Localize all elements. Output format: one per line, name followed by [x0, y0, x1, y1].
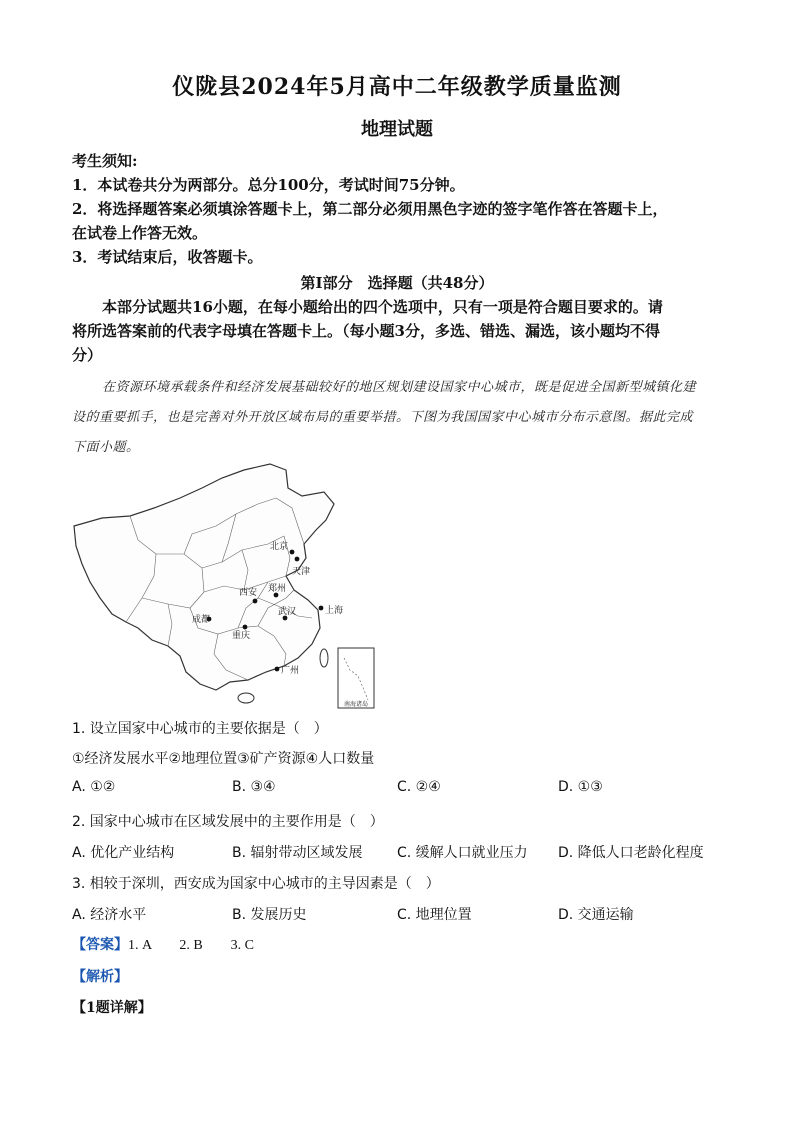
city-chengdu [192, 613, 211, 625]
svg-text:北京: 北京 [270, 542, 289, 552]
city-shanghai [319, 604, 343, 616]
svg-text:武汉: 武汉 [278, 607, 297, 617]
question-1-option-d: D. ①③ [558, 779, 603, 795]
passage-line: 在资源环境承载条件和经济发展基础较好的地区规划建设国家中心城市，既是促进全国新型城镇化建 [102, 380, 697, 395]
notice-item: 2．将选择题答案必须填涂答题卡上，第二部分必须用黑色字迹的签字笔作答在答题卡上， [72, 200, 668, 218]
subject-title: 地理试题 [361, 119, 433, 140]
section-instruction: 本部分试题共16小题，在每小题给出的四个选项中，只有一项是符合题目要求的。请 [102, 298, 663, 316]
hainan-island [238, 693, 254, 703]
svg-text:天津: 天津 [292, 567, 311, 577]
svg-text:西安: 西安 [239, 588, 258, 598]
notice-heading: 考生须知: [72, 152, 138, 170]
question-2-option-b: B. 辐射带动区域发展 [232, 845, 363, 861]
question-1-option-b: B. ③④ [232, 779, 276, 795]
question-1-statement: ①经济发展水平②地理位置③矿产资源④人口数量 [72, 751, 375, 767]
china-city-map [72, 458, 382, 714]
notice-item: 在试卷上作答无效。 [72, 224, 208, 242]
question-2-option-a: A. 优化产业结构 [72, 845, 175, 861]
inset-label: 南海诸岛 [343, 701, 369, 708]
question-3-option-d: D. 交通运输 [558, 907, 634, 923]
answer-label: 【答案】 [72, 937, 128, 953]
notice-item: 3．考试结束后，收答题卡。 [72, 248, 263, 266]
taiwan-island [320, 649, 328, 667]
question-2-option-c: C. 缓解人口就业压力 [397, 845, 528, 861]
page-title: 仪陇县2024年5月高中二年级教学质量监测 [172, 74, 622, 100]
passage-line: 下面小题。 [72, 440, 140, 455]
svg-text:广州: 广州 [281, 666, 300, 676]
question-1-option-a: A. ①② [72, 779, 116, 795]
svg-text:成都: 成都 [192, 615, 211, 625]
question-2-stem: 2. 国家中心城市在区域发展中的主要作用是（ ） [72, 814, 384, 830]
section-instruction: 分） [72, 346, 103, 364]
question-2-option-d: D. 降低人口老龄化程度 [558, 845, 704, 861]
answer-text: 1. A 2. B 3. C [128, 938, 255, 953]
question-3-option-c: C. 地理位置 [397, 907, 472, 923]
svg-text:重庆: 重庆 [232, 631, 251, 641]
country-outline [74, 464, 334, 690]
question-1-stem: 1. 设立国家中心城市的主要依据是（ ） [72, 721, 328, 737]
question-3-stem: 3. 相较于深圳，西安成为国家中心城市的主导因素是（ ） [72, 876, 440, 892]
analysis-label: 【解析】 [72, 969, 128, 985]
svg-text:上海: 上海 [325, 606, 344, 616]
section-instruction: 将所选答案前的代表字母填在答题卡上。（每小题3分，多选、错选、漏选，该小题均不得 [72, 322, 660, 340]
question-1-option-c: C. ②④ [397, 779, 441, 795]
answer-line [72, 934, 254, 954]
svg-text:郑州: 郑州 [268, 584, 287, 594]
question-3-option-a: A. 经济水平 [72, 907, 147, 923]
notice-item: 1．本试卷共分为两部分。总分100分，考试时间75分钟。 [72, 176, 465, 194]
passage-line: 设的重要抓手，也是完善对外开放区域布局的重要举措。下图为我国国家中心城市分布示意图。据此完成 [72, 410, 694, 425]
detail-label: 【1题详解】 [72, 1000, 152, 1016]
south-sea-inset [338, 648, 374, 708]
question-3-option-b: B. 发展历史 [232, 907, 307, 923]
section-heading: 第Ⅰ部分 选择题（共48分） [300, 274, 494, 292]
